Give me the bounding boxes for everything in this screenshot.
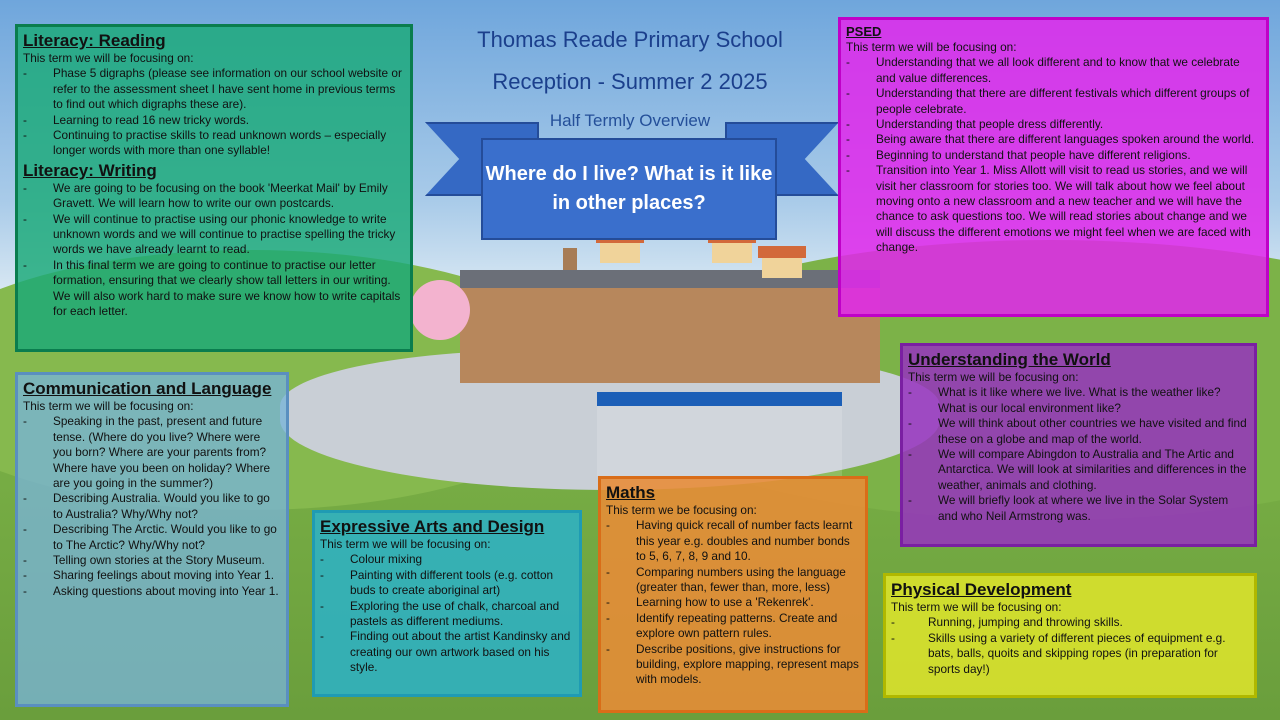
understanding-world-panel xyxy=(900,343,1257,547)
list-item: - We will briefly look at where we live in the Solar System and who Neil Armstrong was. xyxy=(908,493,1249,524)
house xyxy=(762,258,802,278)
list-item: - Asking questions about moving into Year 1. xyxy=(23,584,281,599)
list-item: - Exploring the use of chalk, charcoal and pastels as different mediums. xyxy=(320,599,574,630)
list-item: - Phase 5 digraphs (please see information on our school website or refer to the assessment sheet I have sent home in previous terms to find out which digraphs these are). xyxy=(23,66,405,112)
expressive-arts-intro: This term we will be focusing on: xyxy=(320,537,491,551)
communication-intro: This term we will be focusing on: xyxy=(23,399,194,413)
bandstand xyxy=(597,392,842,476)
list-item: - Learning how to use a 'Rekenrek'. xyxy=(606,595,860,610)
maths-intro: This term we be focusing on: xyxy=(606,503,757,517)
list-item: - In this final term we are going to continue to practise our letter formation, ensuring that we clearly show tall letters in our writing. We will also work hard to make sure we know how to write capitals for each letter. xyxy=(23,258,405,320)
list-item: - Continuing to practise skills to read unknown words – especially longer words with more than one syllable! xyxy=(23,128,405,159)
communication-list xyxy=(23,414,281,599)
overview-subtitle: Half Termly Overview xyxy=(549,111,711,130)
physical-development-panel xyxy=(883,573,1257,698)
list-item: - Sharing feelings about moving into Year 1. xyxy=(23,568,281,583)
list-item: - We are going to be focusing on the book 'Meerkat Mail' by Emily Gravett. We will learn how to write our own postcards. xyxy=(23,181,405,212)
list-item: - We will think about other countries we have visited and find these on a globe and map of the world. xyxy=(908,416,1249,447)
literacy-writing-heading: Literacy: Writing xyxy=(23,160,157,180)
list-item: - Comparing numbers using the language (greater than, fewer than, more, less) xyxy=(606,565,860,596)
list-item: - Telling own stories at the Story Museum. xyxy=(23,553,281,568)
psed-list xyxy=(846,55,1261,255)
topic-banner xyxy=(481,138,777,240)
blossom-tree xyxy=(410,280,470,340)
list-item: - Describe positions, give instructions for building, explore mapping, represent maps with models. xyxy=(606,642,860,688)
expressive-arts-heading: Expressive Arts and Design xyxy=(320,517,545,536)
psed-heading: PSED xyxy=(846,24,882,39)
list-item: - We will compare Abingdon to Australia and The Artic and Antarctica. We will look at similarities and differences in the weather, animals and clothing. xyxy=(908,447,1249,493)
term-title: Reception - Summer 2 2025 xyxy=(492,69,768,94)
list-item: - Painting with different tools (e.g. cotton buds to create aboriginal art) xyxy=(320,568,574,599)
list-item: - Skills using a variety of different pieces of equipment e.g. bats, balls, quoits and skipping ropes (in preparation for sports day!) xyxy=(891,631,1249,677)
list-item: - We will continue to practise using our phonic knowledge to write unknown words and we will continue to practise spelling the tricky words we have already learnt to read. xyxy=(23,212,405,258)
communication-heading: Communication and Language xyxy=(23,379,272,398)
understanding-world-list xyxy=(908,385,1249,524)
list-item: - Learning to read 16 new tricky words. xyxy=(23,113,405,128)
communication-panel xyxy=(15,372,289,707)
school-building xyxy=(460,270,880,383)
list-item: - Describing Australia. Would you like to go to Australia? Why/Why not? xyxy=(23,491,281,522)
house xyxy=(712,243,752,263)
list-item: - Beginning to understand that people have different religions. xyxy=(846,148,1261,163)
maths-panel xyxy=(598,476,868,713)
physical-development-heading: Physical Development xyxy=(891,580,1072,599)
expressive-arts-list xyxy=(320,552,574,675)
literacy-reading-list xyxy=(23,66,405,158)
literacy-writing-list xyxy=(23,181,405,320)
expressive-arts-panel xyxy=(312,510,582,697)
psed-panel xyxy=(838,17,1269,317)
psed-intro: This term we will be focusing on: xyxy=(846,40,1017,54)
list-item: - Finding out about the artist Kandinsky and creating our own artwork based on his style. xyxy=(320,629,574,675)
topic-question: Where do I live? What is it like in other places? xyxy=(485,163,773,214)
maths-list xyxy=(606,518,860,687)
list-item: - Understanding that people dress differently. xyxy=(846,117,1261,132)
list-item: - What is it like where we live. What is the weather like? What is our local environment like? xyxy=(908,385,1249,416)
list-item: - Understanding that there are different festivals which different groups of people celebrate. xyxy=(846,86,1261,117)
physical-development-intro: This term we will be focusing on: xyxy=(891,600,1062,614)
list-item: - Having quick recall of number facts learnt this year e.g. doubles and number bonds to 5, 6, 7, 8, 9 and 10. xyxy=(606,518,860,564)
literacy-reading-heading: Literacy: Reading xyxy=(23,31,166,50)
list-item: - Identify repeating patterns. Create and explore own pattern rules. xyxy=(606,611,860,642)
literacy-reading-intro: This term we will be focusing on: xyxy=(23,51,194,65)
understanding-world-heading: Understanding the World xyxy=(908,350,1111,369)
list-item: - Transition into Year 1. Miss Allott will visit to read us stories, and we will visit her classroom for stories too. We will talk about how we feel about moving onto a new classroom and a new teacher and we will have the chance to ask questions too. We will read stories about change and we will discuss the different emotions we might feel when we are faced with change. xyxy=(846,163,1261,255)
school-name: Thomas Reade Primary School xyxy=(477,27,783,52)
list-item: - Speaking in the past, present and future tense. (Where do you live? Where were you born? Where are your parents from? Where have you been on holiday? Where are you going in the summer?) xyxy=(23,414,281,491)
list-item: - Understanding that we all look different and to know that we celebrate and value differences. xyxy=(846,55,1261,86)
understanding-world-intro: This term we will be focusing on: xyxy=(908,370,1079,384)
physical-development-list xyxy=(891,615,1249,677)
list-item: - Describing The Arctic. Would you like to go to The Arctic? Why/Why not? xyxy=(23,522,281,553)
house xyxy=(600,243,640,263)
list-item: - Being aware that there are different languages spoken around the world. xyxy=(846,132,1261,147)
maths-heading: Maths xyxy=(606,483,656,502)
literacy-panel xyxy=(15,24,413,352)
list-item: - Running, jumping and throwing skills. xyxy=(891,615,1249,630)
list-item: - Colour mixing xyxy=(320,552,574,567)
